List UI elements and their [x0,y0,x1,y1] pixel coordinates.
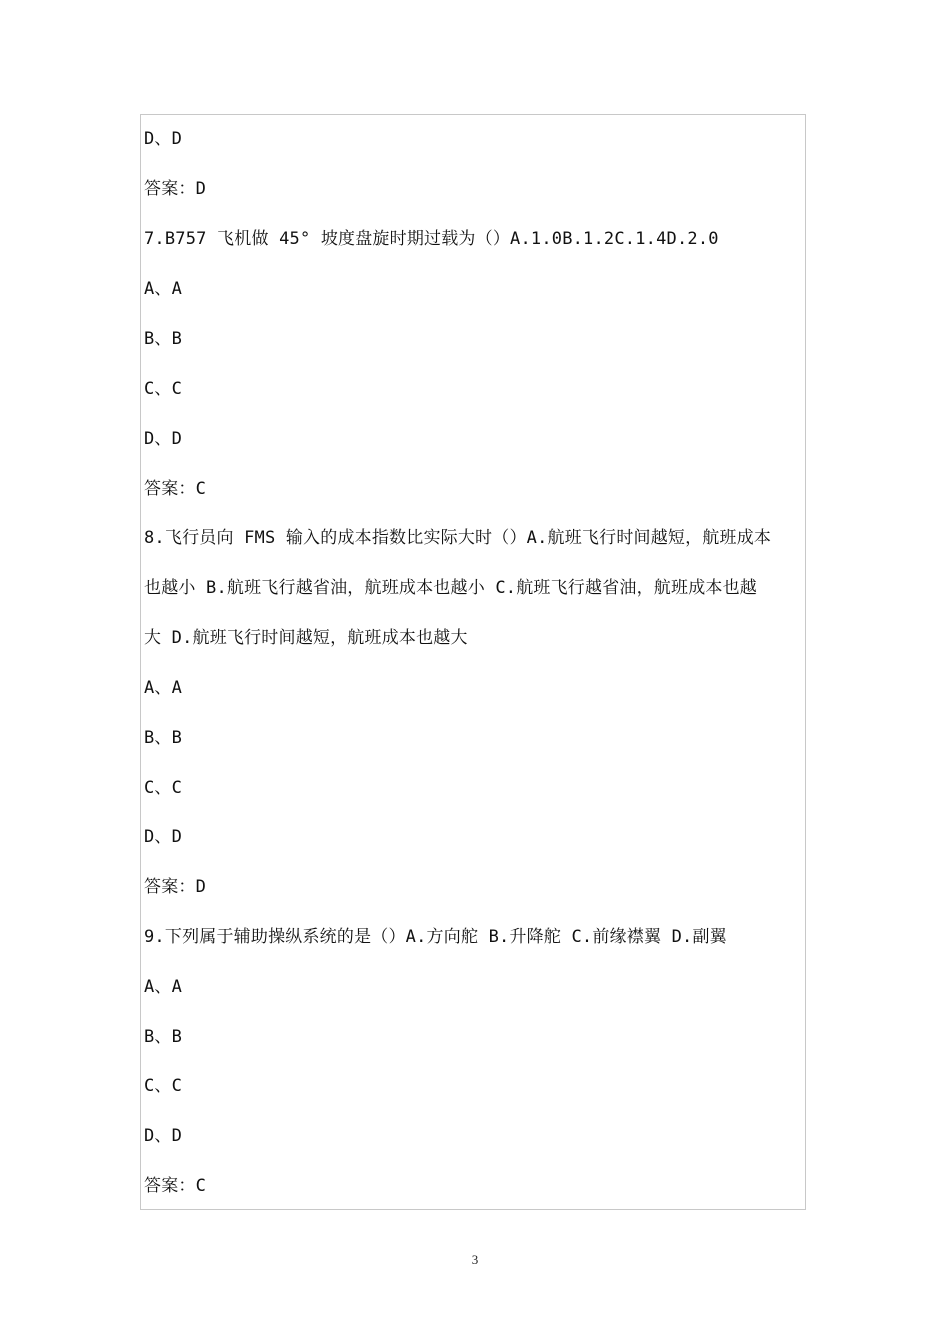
question-8-text-line-2: 也越小 B.航班飞行越省油，航班成本也越小 C.航班飞行越省油，航班成本也越 [144,578,758,598]
question-8-text-line-1: 8.飞行员向 FMS 输入的成本指数比实际大时（）A.航班飞行时间越短，航班成本 [144,528,772,548]
option-a-line: A、A [144,678,183,698]
option-c-line: C、C [144,1076,183,1096]
question-7-text: 7.B757 飞机做 45° 坡度盘旋时期过载为（）A.1.0B.1.2C.1.4D.2.0 [144,229,719,249]
answer-line: 答案：D [144,179,207,199]
option-c-line: C、C [144,778,183,798]
page-number: 3 [471,1252,479,1267]
question-9-text: 9.下列属于辅助操纵系统的是（）A.方向舵 B.升降舵 C.前缘襟翼 D.副翼 [144,927,727,947]
question-8-text-line-3: 大 D.航班飞行时间越短，航班成本也越大 [144,628,468,648]
option-b-line: B、B [144,728,183,748]
option-b-line: B、B [144,1027,183,1047]
answer-line: 答案：C [144,1176,207,1196]
option-d-line: D、D [144,1126,183,1146]
option-b-line: B、B [144,329,183,349]
option-c-line: C、C [144,379,183,399]
option-a-line: A、A [144,977,183,997]
answer-line: 答案：D [144,877,207,897]
option-d-line: D、D [144,429,183,449]
option-d-line: D、D [144,129,183,149]
answer-line: 答案：C [144,479,207,499]
option-d-line: D、D [144,827,183,847]
option-a-line: A、A [144,279,183,299]
